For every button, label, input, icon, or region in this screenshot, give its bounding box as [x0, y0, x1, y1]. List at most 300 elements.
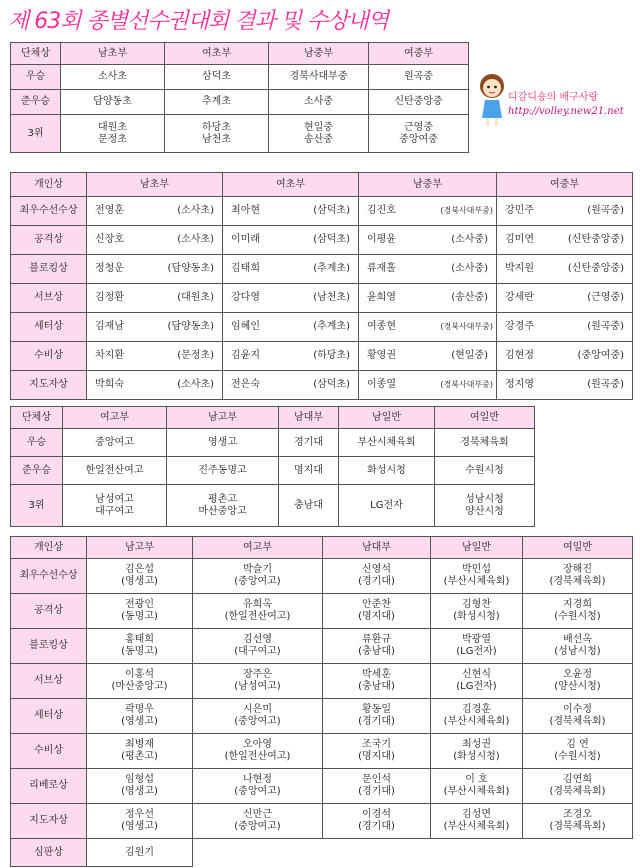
winner-name: 경북사대부중 — [289, 71, 348, 82]
award-cell — [497, 342, 633, 371]
column-header: 남일반 — [339, 407, 435, 429]
award-label: 세터상 — [11, 313, 87, 342]
award-label: 공격상 — [11, 226, 87, 255]
winner-name: 전영훈 — [95, 205, 124, 216]
winner-name: 충남대 — [294, 499, 323, 511]
winner-affiliation: (충남대) — [358, 681, 395, 692]
girl-mascot-icon — [478, 72, 506, 128]
winner-name: 임혜인 — [231, 321, 260, 332]
column-header: 남초부 — [61, 43, 165, 65]
winner-affiliation: (중앙여중) — [577, 350, 624, 361]
winner-affiliation: 남천초 — [202, 133, 231, 145]
winner-affiliation: (화성시청) — [453, 751, 500, 762]
award-cell — [523, 559, 633, 594]
award-label: 수비상 — [11, 342, 87, 371]
winner-affiliation: (소사초) — [177, 379, 214, 390]
winner-affiliation: (추계초) — [313, 263, 350, 274]
award-label: 우승 — [11, 65, 61, 90]
winner-name: 배선옥 — [563, 634, 592, 645]
winner-name: 이 호 — [465, 774, 488, 785]
table-row — [11, 65, 469, 90]
award-cell — [369, 115, 469, 153]
winner-affiliation: (중앙여고) — [234, 786, 281, 797]
winner-affiliation: (원곡중) — [587, 321, 624, 332]
table-row — [11, 769, 633, 804]
award-cell — [87, 342, 223, 371]
award-cell — [497, 255, 633, 284]
table-row — [11, 90, 469, 115]
winner-name: 나현정 — [243, 774, 272, 785]
winner-name: 박지원 — [505, 263, 534, 274]
table-row — [11, 559, 633, 594]
winner-affiliation: (한일전산여고) — [224, 611, 291, 622]
award-cell — [323, 804, 431, 839]
award-cell — [431, 629, 523, 664]
column-header: 남대부 — [279, 407, 339, 429]
award-label: 수비상 — [11, 734, 87, 769]
award-cell — [359, 342, 497, 371]
award-cell — [269, 90, 369, 115]
winner-name: 강세란 — [505, 292, 534, 303]
award-cell — [339, 485, 435, 527]
winner-name: 차지환 — [95, 350, 124, 361]
winner-affiliation: (중앙여고) — [234, 821, 281, 832]
winner-name: 황동일 — [362, 704, 391, 715]
award-cell — [165, 65, 269, 90]
winner-name: 박슬기 — [243, 564, 272, 575]
winner-name: 김형찬 — [462, 599, 491, 610]
page-title: 제 63회 종별선수권대회 결과 및 수상내역 — [8, 9, 388, 34]
award-label: 준우승 — [11, 457, 63, 485]
award-cell — [431, 769, 523, 804]
award-cell — [431, 559, 523, 594]
award-cell — [369, 65, 469, 90]
table-row — [11, 313, 633, 342]
team-awards-senior-table — [10, 406, 535, 527]
winner-name: 지경희 — [563, 599, 592, 610]
winner-affiliation: (신탄중앙중) — [567, 263, 624, 274]
winner-name: 중앙여고 — [95, 436, 134, 448]
award-cell — [497, 226, 633, 255]
brand-text: 디감디숑의 배구사랑 — [508, 92, 599, 103]
award-cell — [369, 90, 469, 115]
award-cell — [223, 255, 359, 284]
winner-name: 경기대 — [294, 436, 323, 448]
winner-affiliation: (부산시체육회) — [443, 786, 510, 797]
column-header: 남고부 — [87, 537, 193, 559]
award-cell — [523, 769, 633, 804]
award-cell — [165, 115, 269, 153]
winner-affiliation: (경북체육회) — [549, 716, 606, 727]
header-row — [11, 537, 633, 559]
winner-name: 박희숙 — [95, 379, 124, 390]
award-label: 리베로상 — [11, 769, 87, 804]
winner-name: 한일전산여고 — [85, 464, 144, 476]
winner-name: 최성권 — [462, 739, 491, 750]
award-label: 지도자상 — [11, 371, 87, 400]
winner-name: 이미래 — [231, 234, 260, 245]
winner-name: 김성면 — [462, 809, 491, 820]
winner-affiliation: (경북체육회) — [549, 786, 606, 797]
award-cell — [63, 485, 167, 527]
award-cell — [223, 313, 359, 342]
winner-name: 이경석 — [362, 809, 391, 820]
winner-affiliation: (동명고) — [121, 611, 158, 622]
winner-name: 담양동초 — [93, 96, 132, 107]
award-cell — [323, 594, 431, 629]
site-logo — [478, 68, 636, 128]
winner-name: 강경주 — [505, 321, 534, 332]
table-row — [11, 342, 633, 371]
winner-affiliation: (부산시체육회) — [443, 821, 510, 832]
winner-name: 강다영 — [231, 292, 260, 303]
winner-name: 류재홀 — [367, 263, 396, 274]
winner-name: 김진호 — [367, 205, 396, 216]
winner-affiliation: (담양동초) — [167, 321, 214, 332]
award-cell — [61, 115, 165, 153]
winner-name: 오윤정 — [563, 669, 592, 680]
winner-affiliation: (영생고) — [121, 716, 158, 727]
header-row — [11, 173, 633, 197]
award-cell — [61, 90, 165, 115]
winner-affiliation: (소사중) — [451, 263, 488, 274]
winner-name: 부산시체육회 — [357, 436, 416, 448]
award-label: 준우승 — [11, 90, 61, 115]
award-cell — [497, 284, 633, 313]
column-header: 남중부 — [359, 173, 497, 197]
winner-name: 시은미 — [243, 704, 272, 715]
winner-name: 김연희 — [563, 774, 592, 785]
award-cell — [87, 371, 223, 400]
award-cell — [167, 485, 279, 527]
winner-name: 명지대 — [294, 464, 323, 476]
table-row — [11, 197, 633, 226]
award-cell — [359, 226, 497, 255]
award-label: 서브상 — [11, 664, 87, 699]
winner-affiliation: (명지대) — [358, 751, 395, 762]
award-cell — [323, 734, 431, 769]
winner-name: 황영권 — [367, 350, 396, 361]
winner-affiliation: (담양동초) — [167, 263, 214, 274]
award-cell — [497, 197, 633, 226]
table-row — [11, 594, 633, 629]
winner-name: 하당초 — [202, 121, 231, 133]
referee-row — [11, 839, 633, 867]
winner-affiliation: (원곡중) — [587, 205, 624, 216]
winner-name: 전광인 — [125, 599, 154, 610]
winner-name: 여종현 — [367, 321, 396, 332]
winner-affiliation: (경기대) — [358, 716, 395, 727]
award-cell — [523, 734, 633, 769]
winner-affiliation: (남성여고) — [234, 681, 281, 692]
award-cell — [193, 734, 323, 769]
winner-name: 장해진 — [563, 564, 592, 575]
award-cell — [223, 371, 359, 400]
award-cell — [523, 629, 633, 664]
winner-name: 문인석 — [362, 774, 391, 785]
header-row — [11, 407, 535, 429]
site-url: http://volley.new21.net — [508, 106, 624, 117]
award-cell — [279, 457, 339, 485]
winner-name: 김정환 — [95, 292, 124, 303]
award-cell — [359, 371, 497, 400]
table-row — [11, 115, 469, 153]
column-header: 여중부 — [369, 43, 469, 65]
winner-affiliation: (양산시청) — [554, 681, 601, 692]
award-label: 공격상 — [11, 594, 87, 629]
winner-name: 최아현 — [231, 205, 260, 216]
winner-name: 대원초 — [98, 121, 127, 133]
award-cell — [63, 429, 167, 457]
winner-affiliation: 대구여고 — [95, 505, 134, 517]
winner-affiliation: (하당초) — [313, 350, 350, 361]
award-cell — [87, 629, 193, 664]
award-cell — [435, 457, 535, 485]
winner-affiliation: (명지대) — [358, 611, 395, 622]
award-cell — [431, 734, 523, 769]
winner-name: 조경오 — [563, 809, 592, 820]
award-cell — [87, 664, 193, 699]
winner-name: 진주동명고 — [198, 464, 247, 476]
award-cell — [323, 664, 431, 699]
award-label: 지도자상 — [11, 804, 87, 839]
winner-name: 김선영 — [243, 634, 272, 645]
table-row — [11, 804, 633, 839]
award-label: 3위 — [11, 115, 61, 153]
winner-name: 평촌고 — [208, 493, 237, 505]
winner-name: 유희옥 — [243, 599, 272, 610]
winner-name: 조국기 — [362, 739, 391, 750]
winner-name: 남성여고 — [95, 493, 134, 505]
award-cell — [61, 65, 165, 90]
winner-name: 정우선 — [125, 809, 154, 820]
winner-name: 이홍석 — [125, 669, 154, 680]
column-header: 개인상 — [11, 173, 87, 197]
award-cell — [339, 457, 435, 485]
column-header: 남고부 — [167, 407, 279, 429]
winner-affiliation: (문정초) — [177, 350, 214, 361]
winner-name: 소사초 — [98, 71, 127, 82]
winner-affiliation: 양산시청 — [465, 505, 504, 517]
winner-affiliation: 중앙여중 — [399, 133, 438, 145]
winner-affiliation: (LG전자) — [456, 681, 497, 692]
award-label: 서브상 — [11, 284, 87, 313]
award-cell — [223, 284, 359, 313]
award-label: 최우수선수상 — [11, 197, 87, 226]
award-cell — [431, 699, 523, 734]
winner-name: 김 연 — [566, 739, 589, 750]
winner-name: 정청운 — [95, 263, 124, 274]
award-cell — [279, 429, 339, 457]
winner-name: 홍태희 — [125, 634, 154, 645]
table-row — [11, 457, 535, 485]
column-header: 남초부 — [87, 173, 223, 197]
winner-affiliation: (영생고) — [121, 821, 158, 832]
winner-name: 원곡중 — [404, 71, 433, 82]
winner-affiliation: (부산시체육회) — [443, 576, 510, 587]
award-cell — [63, 457, 167, 485]
award-cell — [323, 769, 431, 804]
winner-name: 김태희 — [231, 263, 260, 274]
award-cell — [359, 284, 497, 313]
winner-affiliation: (경북사대부중) — [440, 322, 493, 331]
award-cell — [323, 699, 431, 734]
winner-affiliation: (소사초) — [177, 234, 214, 245]
column-header: 개인상 — [11, 537, 87, 559]
award-label: 세터상 — [11, 699, 87, 734]
column-header: 단체상 — [11, 407, 63, 429]
winner-affiliation: (수원시청) — [554, 611, 601, 622]
table-row — [11, 664, 633, 699]
winner-affiliation: (경북체육회) — [549, 821, 606, 832]
winner-affiliation: (원곡중) — [587, 379, 624, 390]
table-row — [11, 429, 535, 457]
award-cell — [223, 342, 359, 371]
award-cell — [223, 197, 359, 226]
winner-affiliation: 마산중앙고 — [198, 505, 247, 517]
award-label: 블로킹상 — [11, 629, 87, 664]
award-cell — [323, 559, 431, 594]
award-cell — [87, 284, 223, 313]
winner-name: 전은숙 — [231, 379, 260, 390]
award-cell — [165, 90, 269, 115]
winner-affiliation: (근영중) — [587, 292, 624, 303]
winner-affiliation: (대원초) — [177, 292, 214, 303]
winner-name: 소사중 — [304, 96, 333, 107]
winner-affiliation: (경북사대부중) — [440, 380, 493, 389]
winner-affiliation: 문정초 — [98, 133, 127, 145]
column-header: 여고부 — [193, 537, 323, 559]
winner-affiliation: (남천초) — [313, 292, 350, 303]
winner-affiliation: (경기대) — [358, 576, 395, 587]
winner-name: 추계초 — [202, 96, 231, 107]
award-cell — [193, 594, 323, 629]
winner-affiliation: (평촌고) — [121, 751, 158, 762]
award-cell — [87, 804, 193, 839]
winner-affiliation: (화성시청) — [453, 611, 500, 622]
award-cell — [87, 734, 193, 769]
award-cell — [193, 804, 323, 839]
winner-affiliation: (LG전자) — [456, 646, 497, 657]
award-cell — [87, 313, 223, 342]
winner-name: 화성시청 — [367, 464, 406, 476]
winner-name: 성남시청 — [465, 493, 504, 505]
winner-name: 김경훈 — [462, 704, 491, 715]
award-cell — [269, 65, 369, 90]
winner-name: 최병재 — [125, 739, 154, 750]
winner-affiliation: (영생고) — [121, 786, 158, 797]
winner-name: 김은섭 — [125, 564, 154, 575]
column-header: 여일반 — [523, 537, 633, 559]
winner-affiliation: (한일전산여고) — [224, 751, 291, 762]
winner-name: 경북체육회 — [460, 436, 509, 448]
winner-name: 현일중 — [304, 121, 333, 133]
individual-awards-youth-table — [10, 172, 633, 400]
award-cell — [497, 371, 633, 400]
award-cell — [279, 485, 339, 527]
award-cell — [193, 769, 323, 804]
winner-name: 수원시청 — [465, 464, 504, 476]
award-label: 우승 — [11, 429, 63, 457]
winner-name: 영생고 — [208, 436, 237, 448]
award-cell — [435, 485, 535, 527]
winner-name: 신장호 — [95, 234, 124, 245]
winner-affiliation: 송산중 — [304, 133, 333, 145]
award-cell — [87, 197, 223, 226]
winner-affiliation: (삼덕초) — [313, 379, 350, 390]
winner-name: 김윤지 — [231, 350, 260, 361]
award-cell — [87, 769, 193, 804]
award-cell — [167, 457, 279, 485]
award-cell — [167, 429, 279, 457]
award-cell — [523, 664, 633, 699]
winner-name: 신만근 — [243, 809, 272, 820]
winner-affiliation: (중앙여고) — [234, 716, 281, 727]
winner-affiliation: (중앙여고) — [234, 576, 281, 587]
column-header: 단체상 — [11, 43, 61, 65]
winner-name: 이수정 — [563, 704, 592, 715]
winner-affiliation: (삼덕초) — [313, 205, 350, 216]
winner-affiliation: (마산중앙고) — [111, 681, 168, 692]
winner-name: 근영중 — [404, 121, 433, 133]
winner-affiliation: (삼덕초) — [313, 234, 350, 245]
team-awards-youth-table — [10, 42, 469, 153]
winner-affiliation: (소사초) — [177, 205, 214, 216]
column-header: 여일반 — [435, 407, 535, 429]
award-cell — [87, 594, 193, 629]
winner-affiliation: (대구여고) — [234, 646, 281, 657]
award-cell — [223, 226, 359, 255]
table-row — [11, 255, 633, 284]
header-row — [11, 43, 469, 65]
table-row — [11, 734, 633, 769]
award-label: 블로킹상 — [11, 255, 87, 284]
award-label: 3위 — [11, 485, 63, 527]
award-cell — [359, 197, 497, 226]
empty-cell — [193, 839, 633, 867]
winner-name: 이종열 — [367, 379, 396, 390]
column-header: 남일반 — [431, 537, 523, 559]
winner-name: LG전자 — [370, 499, 403, 511]
winner-affiliation: (수원시청) — [554, 751, 601, 762]
winner-affiliation: (충남대) — [358, 646, 395, 657]
winner-name: 김미연 — [505, 234, 534, 245]
winner-name: 장주은 — [243, 669, 272, 680]
winner-affiliation: (경북사대부중) — [440, 206, 493, 215]
winner-affiliation: (경북체육회) — [549, 576, 606, 587]
award-cell — [193, 699, 323, 734]
winner-name: 박광열 — [462, 634, 491, 645]
table-row — [11, 284, 633, 313]
winner-affiliation: (성남시청) — [554, 646, 601, 657]
winner-affiliation: (송산중) — [451, 292, 488, 303]
winner-name: 신현식 — [462, 669, 491, 680]
award-cell — [87, 226, 223, 255]
award-cell — [523, 699, 633, 734]
award-label: 심판상 — [11, 839, 87, 867]
winner-name: 박세훈 — [362, 669, 391, 680]
winner-name: 오아영 — [243, 739, 272, 750]
award-cell — [339, 429, 435, 457]
referee-name: 김원기 — [87, 839, 193, 867]
winner-affiliation: (경기대) — [358, 821, 395, 832]
award-cell — [269, 115, 369, 153]
winner-affiliation: (부산시체육회) — [443, 716, 510, 727]
winner-affiliation: (경기대) — [358, 786, 395, 797]
winner-name: 이평윤 — [367, 234, 396, 245]
winner-name: 류환규 — [362, 634, 391, 645]
winner-name: 정지영 — [505, 379, 534, 390]
